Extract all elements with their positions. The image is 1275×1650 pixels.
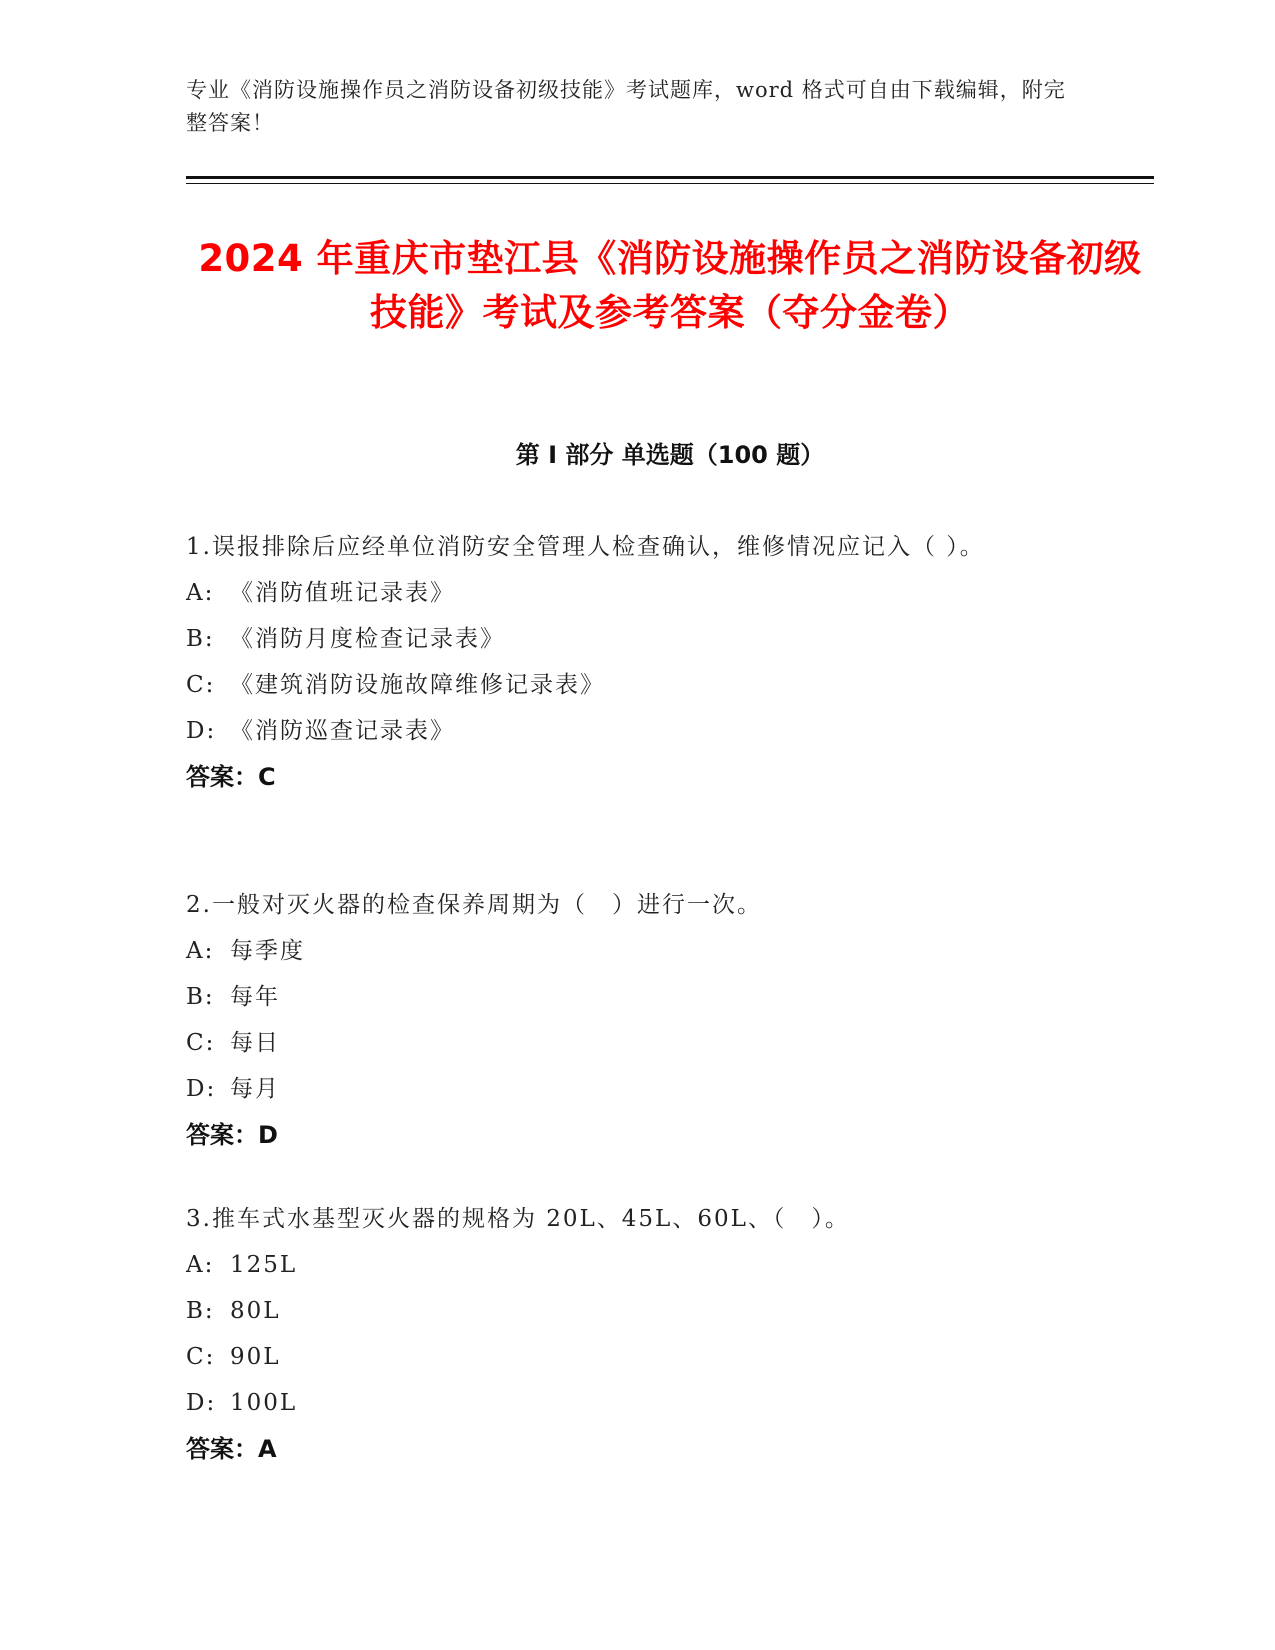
option-text: 125L <box>230 1252 298 1278</box>
option-text: 100L <box>230 1390 298 1416</box>
option-text: 《消防月度检查记录表》 <box>230 626 505 652</box>
option-d <box>186 708 1066 754</box>
option-key: B: <box>186 626 215 652</box>
option-c <box>186 1020 1066 1066</box>
question-1 <box>186 524 1066 800</box>
answer-label: 答案：A <box>186 1435 277 1463</box>
answer-label: 答案：C <box>186 763 276 791</box>
option-b <box>186 1288 1066 1334</box>
option-text: 每月 <box>230 1076 280 1102</box>
option-a <box>186 570 1066 616</box>
option-key: B: <box>186 984 215 1010</box>
option-a <box>186 928 1066 974</box>
option-key: C: <box>186 1344 216 1370</box>
option-c <box>186 1334 1066 1380</box>
header-note: 专业《消防设施操作员之消防设备初级技能》考试题库，word 格式可自由下载编辑，附完整答案！ <box>186 78 1066 135</box>
option-text: 90L <box>230 1344 281 1370</box>
option-key: A: <box>186 938 215 964</box>
question-stem: 1.误报排除后应经单位消防安全管理人检查确认，维修情况应记入（ ）。 <box>186 534 985 560</box>
option-key: D: <box>186 1076 217 1102</box>
option-text: 《消防巡查记录表》 <box>230 718 455 744</box>
section-title: 第 I 部分 单选题（100 题） <box>515 441 825 469</box>
option-key: C: <box>186 672 216 698</box>
option-text: 每季度 <box>230 938 305 964</box>
header-rule-thin <box>186 183 1154 184</box>
question-2 <box>186 882 1066 1158</box>
header-rule-thick <box>186 176 1154 179</box>
document-title: 2024 年重庆市垫江县《消防设施操作员之消防设备初级技能》考试及参考答案（夺分金卷） <box>198 237 1142 334</box>
option-b <box>186 616 1066 662</box>
option-text: 《建筑消防设施故障维修记录表》 <box>230 672 605 698</box>
option-key: C: <box>186 1030 216 1056</box>
option-key: B: <box>186 1298 215 1324</box>
option-key: D: <box>186 718 217 744</box>
option-a <box>186 1242 1066 1288</box>
option-c <box>186 662 1066 708</box>
option-d <box>186 1380 1066 1426</box>
option-text: 每年 <box>230 984 280 1010</box>
option-text: 每日 <box>230 1030 280 1056</box>
question-3 <box>186 1196 1066 1472</box>
option-key: A: <box>186 1252 215 1278</box>
option-b <box>186 974 1066 1020</box>
option-text: 80L <box>230 1298 281 1324</box>
option-d <box>186 1066 1066 1112</box>
question-stem: 2.一般对灭火器的检查保养周期为（ ）进行一次。 <box>186 892 762 918</box>
option-text: 《消防值班记录表》 <box>230 580 455 606</box>
option-key: A: <box>186 580 215 606</box>
option-key: D: <box>186 1390 217 1416</box>
answer-label: 答案：D <box>186 1121 278 1149</box>
question-stem: 3.推车式水基型灭火器的规格为 20L、45L、60L、（ ）。 <box>186 1206 850 1232</box>
